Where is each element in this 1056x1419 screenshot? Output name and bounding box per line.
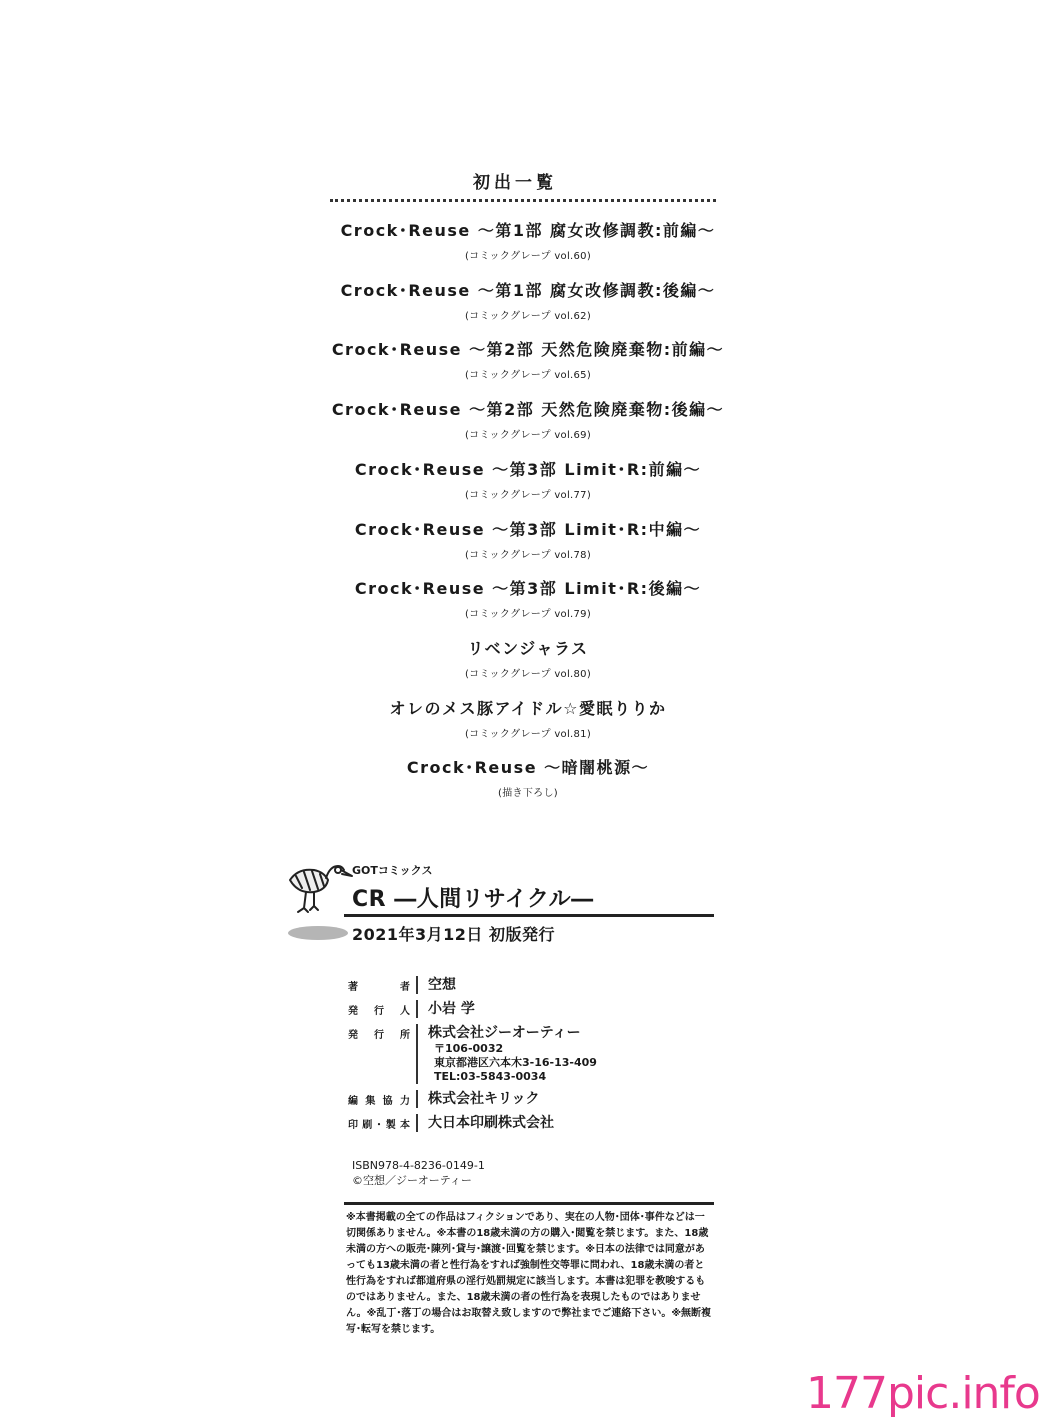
entry-source: (コミックグレープ vol.60): [464, 251, 592, 262]
postal-code: 〒106-0032: [434, 1042, 504, 1055]
page-heading: 初出一覧: [473, 173, 557, 193]
entry-title: リベンジャラス: [467, 638, 589, 658]
list-item: [0, 636, 1056, 680]
credit-row-author: [348, 974, 597, 994]
credit-bar: [416, 1114, 418, 1132]
entry-title: オレのメス豚アイドル☆愛眠りりか: [389, 698, 667, 718]
credit-row-printing: [348, 1112, 597, 1132]
title-divider: [344, 914, 714, 917]
credit-bar: [416, 976, 418, 994]
entry-title: Crock･Reuse ～第2部 天然危険廃棄物:前編～: [331, 340, 725, 360]
list-item: [0, 278, 1056, 322]
copyright: ©空想／ジーオーティー: [352, 1174, 472, 1187]
entry-source: (描き下ろし): [498, 788, 558, 800]
address: 東京都港区六本木3-16-13-409: [434, 1056, 597, 1069]
credit-label: 著 者: [348, 982, 410, 993]
entry-title: Crock･Reuse ～第3部 Limit･R:中編～: [354, 519, 702, 539]
credit-value: 空想: [428, 977, 456, 993]
entry-title: Crock･Reuse ～第3部 Limit･R:前編～: [354, 459, 702, 479]
list-item: [0, 696, 1056, 740]
entry-title: Crock･Reuse ～第3部 Limit･R:後編～: [354, 579, 702, 599]
credit-row-publisher: [348, 1022, 597, 1084]
list-item: [0, 397, 1056, 441]
entry-source: (コミックグレープ vol.80): [464, 668, 592, 680]
entry-source: (コミックグレープ vol.62): [464, 310, 592, 322]
notice-divider: [344, 1202, 714, 1205]
isbn: ISBN978-4-8236-0149-1: [352, 1159, 485, 1172]
legal-notice: ※本書掲載の全ての作品はフィクションであり、実在の人物･団体･事件などは一切関係ありません。※本書の18歳未満の方の購入･閲覧を禁じます。また、18歳未満の方への販売･陳列･貸与･譲渡･回覧を禁じます。※日本の法律では同意があっても13歳未満の者と性行為をすれば強制性交等罪に問われ、18歳未満の者と性行為をすれば都道府県の淫行処罰規定に該当します。本書は犯罪を教唆するものではありません。また、18歳未満の者の性行為を表現したものではありません。※乱丁･落丁の場合はお取替え致しますので弊社までご連絡下さい。※無断複写･転写を禁じます。: [346, 1212, 712, 1335]
entry-source: (コミックグレープ vol.65): [464, 370, 592, 382]
credit-label: 発行所: [348, 1030, 410, 1041]
entry-title: Crock･Reuse ～第1部 腐女改修調教:後編～: [340, 280, 716, 300]
publication-date: 2021年3月12日 初版発行: [352, 925, 556, 944]
entry-source: (コミックグレープ vol.77): [464, 489, 592, 501]
entry-title: Crock･Reuse ～第2部 天然危険廃棄物:後編～: [331, 400, 725, 420]
credit-bar: [416, 1000, 418, 1018]
list-item: [0, 576, 1056, 620]
entry-source: (コミックグレープ vol.78): [464, 549, 592, 561]
phone-number: TEL:03-5843-0034: [434, 1070, 547, 1083]
credit-row-editing: [348, 1088, 597, 1108]
list-item: [0, 218, 1056, 262]
entry-source: (コミックグレープ vol.81): [464, 728, 592, 740]
credit-value: 株式会社キリック: [428, 1091, 540, 1107]
credit-bar: [416, 1024, 418, 1084]
credit-label: 発行人: [348, 1006, 410, 1017]
dotted-divider: [330, 199, 716, 202]
credit-label: 印刷･製本: [348, 1120, 410, 1131]
credit-row-publisher-person: [348, 998, 597, 1018]
credit-value: 株式会社ジーオーティー: [428, 1025, 581, 1041]
list-item: [0, 457, 1056, 501]
imprint-label: GOTコミックス: [352, 864, 433, 877]
credit-bar: [416, 1090, 418, 1108]
credit-label: 編集協力: [348, 1096, 410, 1107]
list-item: [0, 337, 1056, 381]
entry-source: (コミックグレープ vol.69): [464, 430, 592, 442]
entry-title: Crock･Reuse ～第1部 腐女改修調教:前編～: [340, 221, 716, 240]
credits-table: [348, 974, 597, 1132]
book-title: CR ―人間リサイクル―: [352, 887, 594, 912]
credit-value: 大日本印刷株式会社: [428, 1115, 554, 1131]
entry-title: Crock･Reuse ～暗闇桃源～: [406, 758, 650, 778]
credit-value: 小岩 学: [428, 1001, 475, 1017]
list-item: [0, 755, 1056, 799]
watermark: 177pic.info: [806, 1368, 1040, 1419]
list-item: [0, 517, 1056, 561]
isbn-block: [352, 1158, 485, 1188]
logo-shadow: [288, 926, 348, 940]
entry-source: (コミックグレープ vol.79): [464, 609, 592, 621]
